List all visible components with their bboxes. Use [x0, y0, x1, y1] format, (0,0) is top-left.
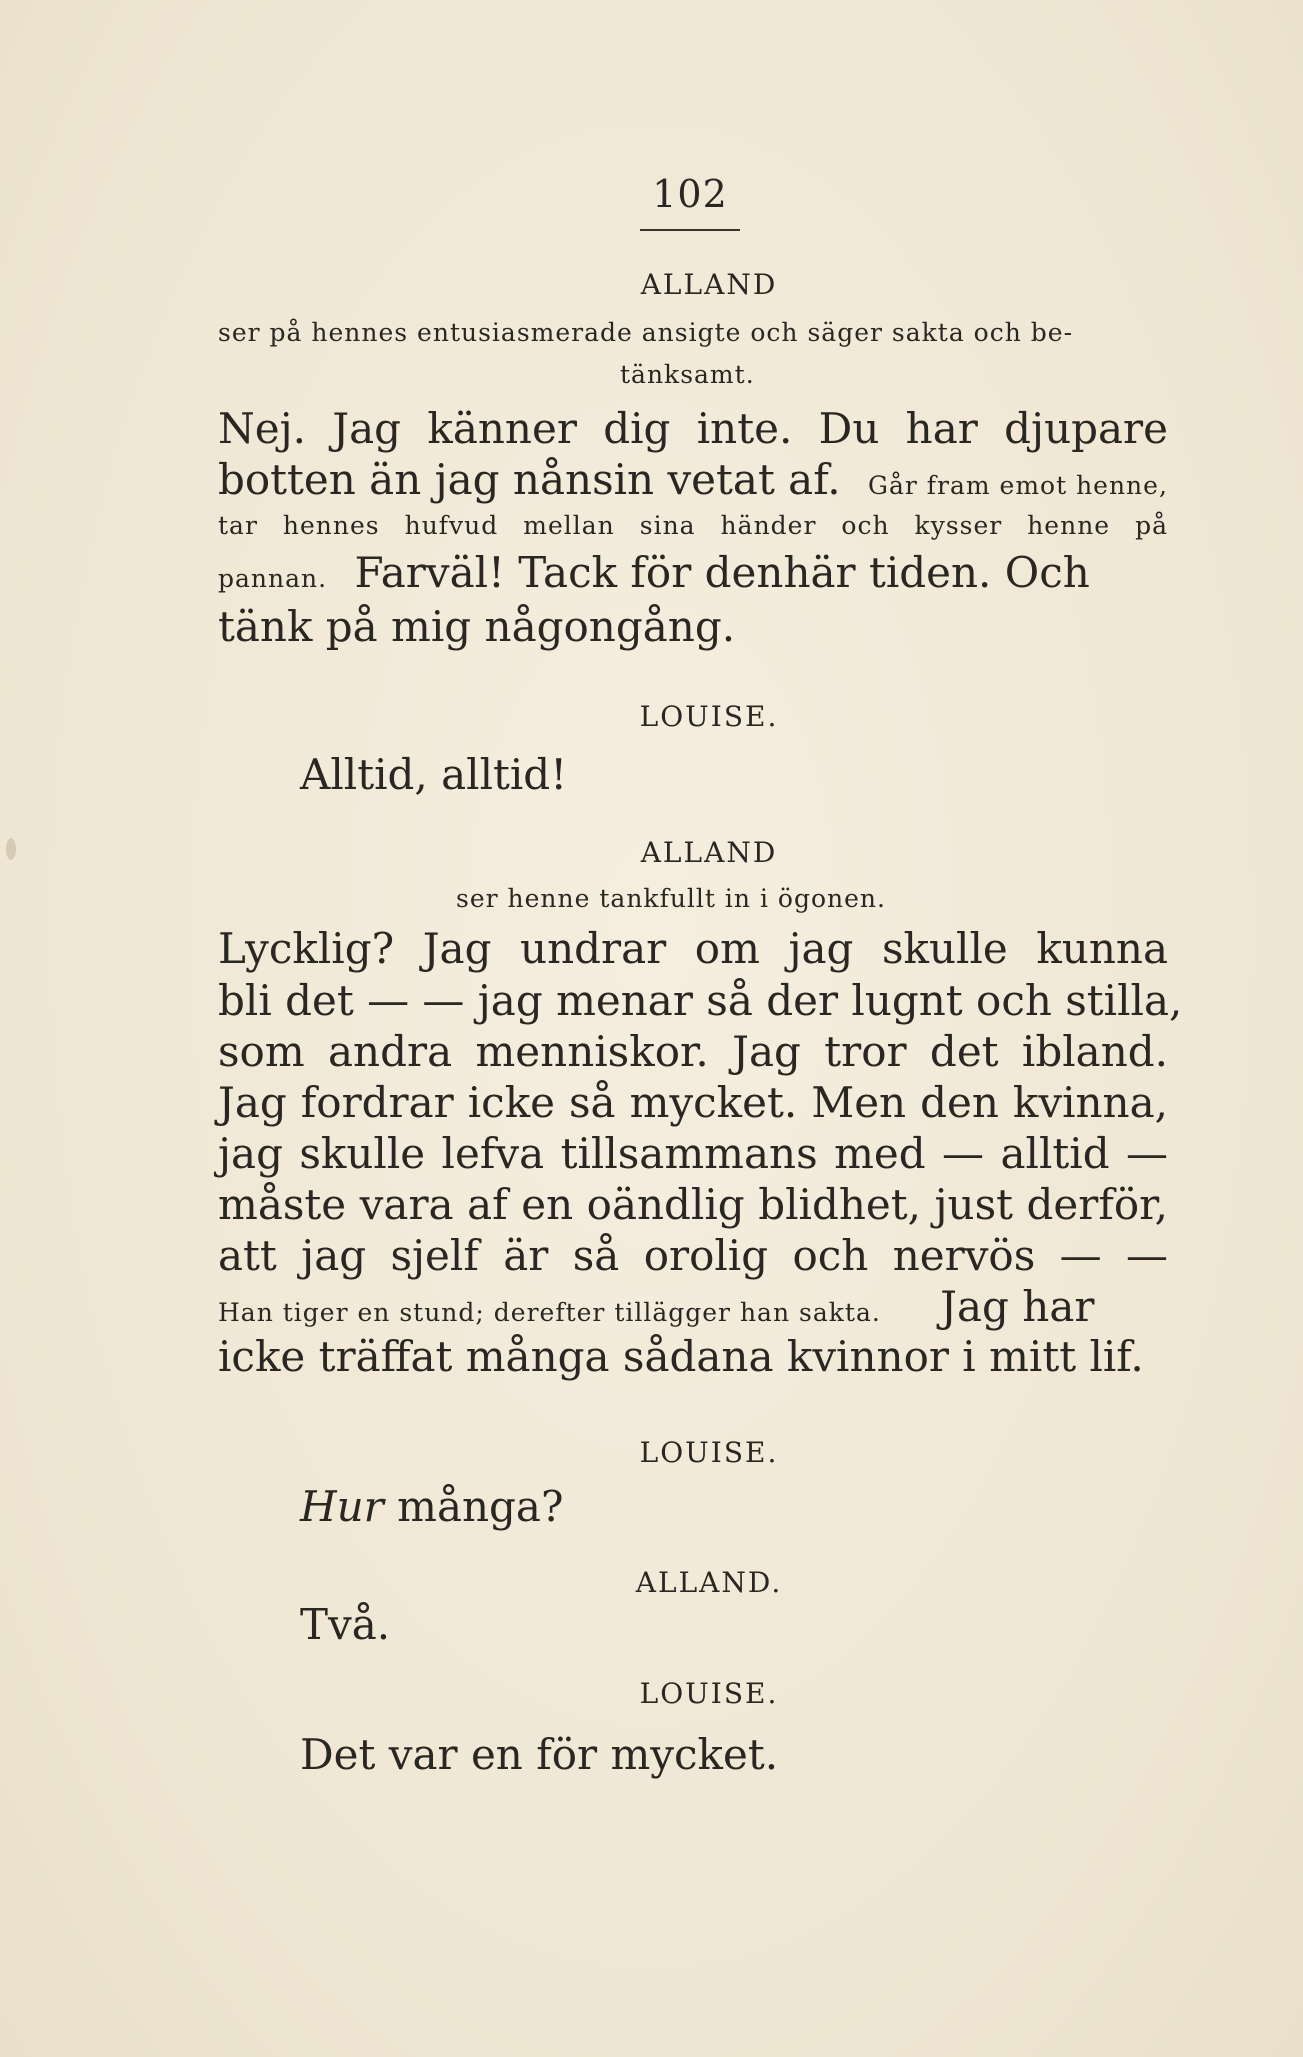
dialogue-line-11: jag skulle lefva tillsammans med — alltid —: [218, 1129, 1168, 1178]
speaker-louise-1: LOUISE.: [639, 700, 779, 733]
dialogue-line-16-text: många?: [397, 1482, 564, 1531]
speaker-alland-1: ALLAND: [640, 268, 778, 301]
dialogue-line-5: tänk på mig någongång.: [218, 602, 736, 651]
stage-direction-6: Han tiger en stund; derefter tillägger han sakta.: [218, 1298, 881, 1327]
speaker-louise-2: LOUISE.: [639, 1436, 779, 1469]
stage-direction-2: Går fram emot henne,: [867, 471, 1168, 500]
dialogue-line-17: Två.: [300, 1600, 391, 1649]
dialogue-line-16-italic: Hur: [300, 1482, 384, 1531]
dialogue-line-2: [218, 455, 1168, 511]
dialogue-line-15: icke träffat många sådana kvinnor i mitt lif.: [218, 1332, 1144, 1381]
dialogue-line-14: [218, 1282, 1168, 1338]
dialogue-line-2-text: botten än jag nånsin vetat af.: [218, 455, 841, 504]
dialogue-line-12: måste vara af en oändlig blidhet, just derför,: [218, 1180, 1168, 1229]
dialogue-line-16: [300, 1482, 563, 1531]
dialogue-line-14-text: Jag har: [940, 1282, 1095, 1331]
dialogue-line-9: som andra menniskor. Jag tror det ibland.: [218, 1027, 1168, 1076]
dialogue-line-6: Alltid, alltid!: [300, 750, 568, 799]
page-number: 102: [652, 172, 728, 216]
speaker-louise-3: LOUISE.: [639, 1677, 779, 1710]
stage-direction-3: tar hennes hufvud mellan sina händer och kysser henne på: [218, 511, 1168, 540]
dialogue-line-10: Jag fordrar icke så mycket. Men den kvinna,: [218, 1078, 1168, 1127]
dialogue-line-4-text: Farväl! Tack för denhär tiden. Och: [354, 548, 1090, 597]
dialogue-line-1: Nej. Jag känner dig inte. Du har djupare: [218, 404, 1168, 453]
dialogue-line-13: att jag sjelf är så orolig och nervös — —: [218, 1231, 1168, 1280]
stage-direction-5: ser henne tankfullt in i ögonen.: [456, 884, 886, 913]
dialogue-line-18: Det var en för mycket.: [300, 1730, 779, 1779]
dialogue-line-8: bli det — — jag menar så der lugnt och stilla,: [218, 976, 1183, 1025]
speaker-alland-3: ALLAND.: [635, 1566, 783, 1599]
dialogue-line-7: Lycklig? Jag undrar om jag skulle kunna: [218, 924, 1168, 973]
stage-direction-1b: tänksamt.: [620, 360, 755, 389]
stage-direction-1: ser på hennes entusiasmerade ansigte och säger sakta och be-: [218, 318, 1074, 347]
stage-direction-4: pannan.: [218, 564, 328, 593]
page-number-rule: [640, 229, 740, 231]
speaker-alland-2: ALLAND: [640, 836, 778, 869]
dialogue-line-4: [218, 548, 1168, 604]
